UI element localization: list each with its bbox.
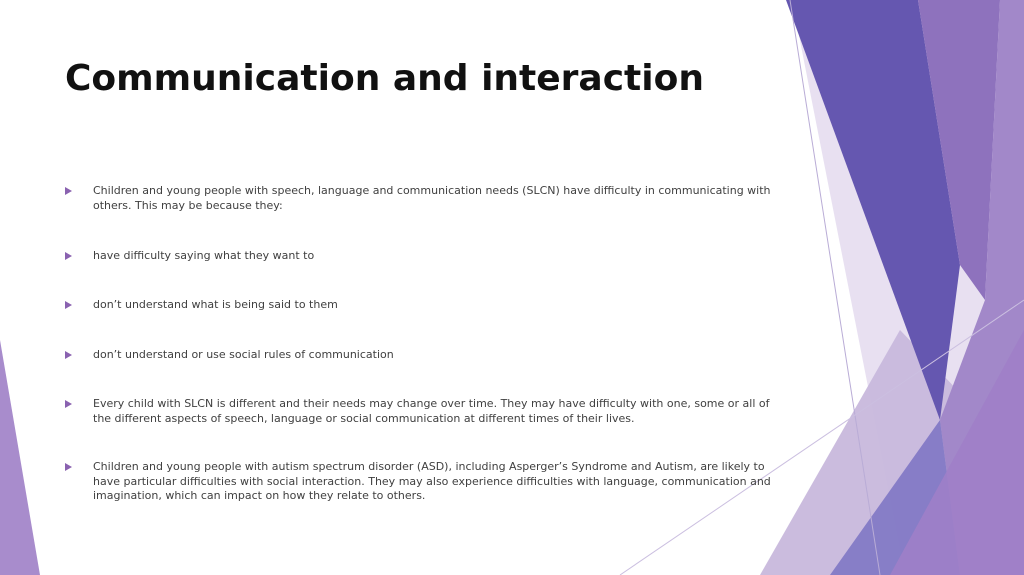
triangle-bullet-icon <box>65 351 72 359</box>
triangle-bullet-icon <box>65 400 72 408</box>
bullet-text: don’t understand or use social rules of communication <box>93 348 394 361</box>
triangle-bullet-icon <box>65 463 72 471</box>
bullet-text: don’t understand what is being said to them <box>93 298 338 311</box>
triangle-bullet-icon <box>65 301 72 309</box>
bullet-text: Every child with SLCN is different and their needs may change over time. They may have difficulty with one, some or all of the different aspects of speech, language or social communication at different times of their lives. <box>93 397 770 425</box>
bullet-text: have difficulty saying what they want to <box>93 249 315 262</box>
bullet-text: Children and young people with autism spectrum disorder (ASD), including Asperger’s Syndrome and Autism, are likely to have particular difficulties with social interaction. They may also experience difficulties with language, communication and imagination, which can impact on how they relate to others. <box>93 460 771 502</box>
bullet-text: Children and young people with speech, language and communication needs (SLCN) have difficulty in communicating with others. This may be because they: <box>93 184 771 212</box>
slide-title: Communication and interaction <box>65 58 704 99</box>
triangle-bullet-icon <box>65 187 72 195</box>
facet-left-sliver <box>0 340 40 575</box>
triangle-bullet-icon <box>65 252 72 260</box>
